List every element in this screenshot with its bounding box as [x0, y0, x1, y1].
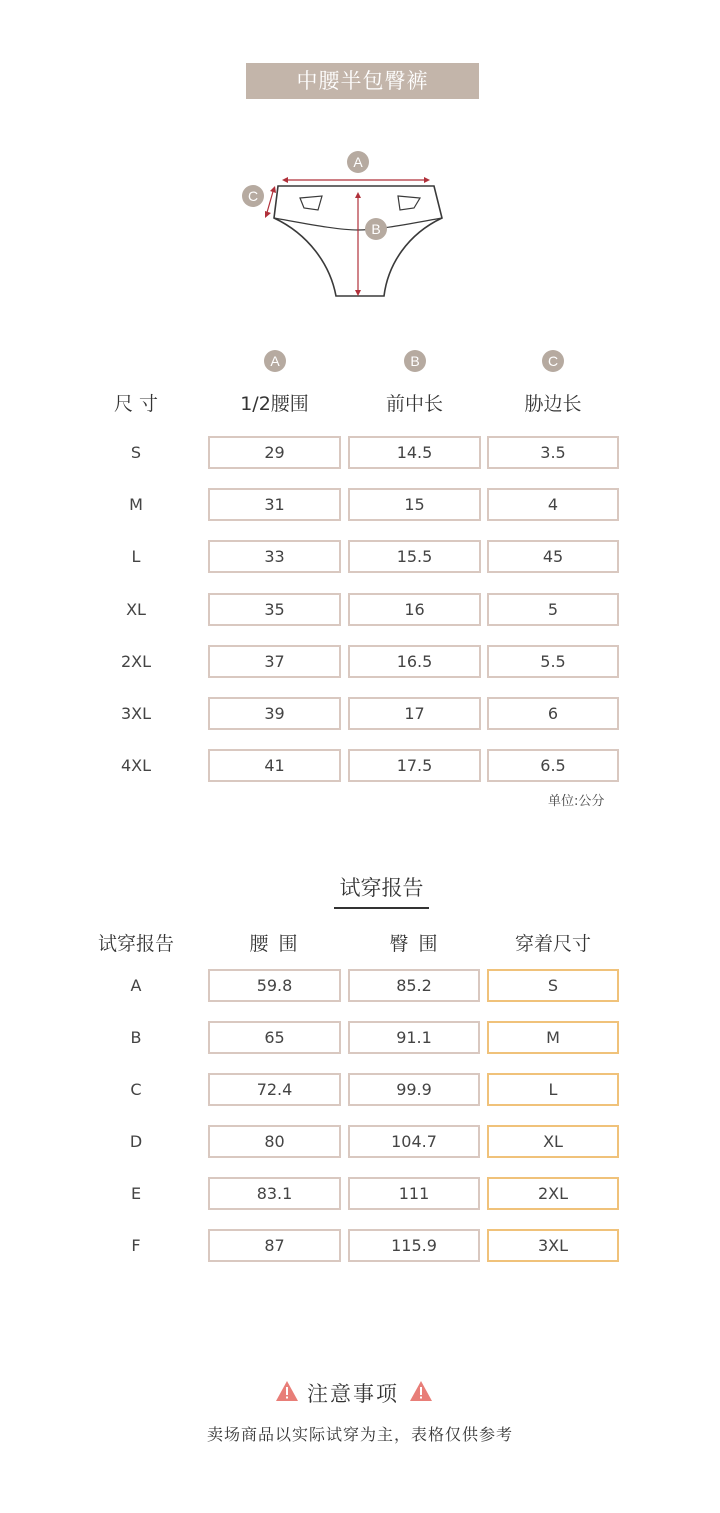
waist-value: 59.8	[208, 969, 341, 1002]
hip-value: 85.2	[348, 969, 480, 1002]
front-length-value: 16	[348, 593, 481, 626]
person-label: A	[130, 976, 142, 995]
waist-value: 72.4	[208, 1073, 341, 1106]
front-length-value: 15	[348, 488, 481, 521]
header-waist: 腰 围	[249, 933, 300, 955]
front-length-value: 15.5	[348, 540, 481, 573]
header-report: 试穿报告	[97, 933, 174, 955]
hip-value: 115.9	[348, 1229, 480, 1262]
half-waist-value: 41	[208, 749, 341, 782]
worn-size-value: 3XL	[487, 1229, 619, 1262]
warning-icon	[275, 1380, 299, 1402]
worn-size-value: 2XL	[487, 1177, 619, 1210]
marker-a-icon: A	[347, 151, 369, 173]
side-length-value: 6	[487, 697, 619, 730]
front-length-value: 17	[348, 697, 481, 730]
header-side-length: 胁边长	[524, 393, 582, 415]
waist-value: 65	[208, 1021, 341, 1054]
unit-label: 单位:公分	[548, 794, 605, 809]
waist-value: 83.1	[208, 1177, 341, 1210]
size-label: 4XL	[120, 756, 152, 775]
notice-title: 注意事项	[307, 1382, 399, 1406]
size-label: S	[130, 443, 142, 462]
worn-size-value: XL	[487, 1125, 619, 1158]
notice-text: 卖场商品以实际试穿为主，表格仅供参考	[206, 1425, 513, 1444]
person-label: D	[129, 1132, 143, 1151]
half-waist-value: 33	[208, 540, 341, 573]
size-label: 2XL	[120, 652, 152, 671]
column-marker-a-icon: A	[264, 350, 286, 372]
side-length-value: 3.5	[487, 436, 619, 469]
side-length-value: 5	[487, 593, 619, 626]
header-size: 尺 寸	[113, 393, 159, 415]
waist-value: 80	[208, 1125, 341, 1158]
fit-report-title: 试穿报告	[334, 872, 429, 909]
front-length-value: 16.5	[348, 645, 481, 678]
column-marker-c-icon: C	[542, 350, 564, 372]
half-waist-value: 35	[208, 593, 341, 626]
worn-size-value: S	[487, 969, 619, 1002]
front-length-value: 14.5	[348, 436, 481, 469]
side-length-value: 4	[487, 488, 619, 521]
page-title: 中腰半包臀裤	[246, 63, 479, 99]
marker-c-icon: C	[242, 185, 264, 207]
hip-value: 111	[348, 1177, 480, 1210]
hip-value: 91.1	[348, 1021, 480, 1054]
hip-value: 99.9	[348, 1073, 480, 1106]
half-waist-value: 39	[208, 697, 341, 730]
header-worn-size: 穿着尺寸	[514, 933, 591, 955]
header-hip: 臀 围	[389, 933, 440, 955]
warning-icon	[409, 1380, 433, 1402]
person-label: F	[131, 1236, 141, 1255]
header-half-waist: 1/2腰围	[240, 393, 309, 415]
notice-heading	[275, 1378, 445, 1406]
person-label: B	[130, 1028, 142, 1047]
half-waist-value: 37	[208, 645, 341, 678]
half-waist-value: 29	[208, 436, 341, 469]
header-front-length: 前中长	[385, 393, 443, 415]
half-waist-value: 31	[208, 488, 341, 521]
person-label: E	[130, 1184, 142, 1203]
worn-size-value: M	[487, 1021, 619, 1054]
size-label: M	[129, 495, 143, 514]
marker-b-icon: B	[365, 218, 387, 240]
column-marker-b-icon: B	[404, 350, 426, 372]
person-label: C	[130, 1080, 142, 1099]
hip-value: 104.7	[348, 1125, 480, 1158]
worn-size-value: L	[487, 1073, 619, 1106]
front-length-value: 17.5	[348, 749, 481, 782]
size-label: 3XL	[120, 704, 152, 723]
side-length-value: 5.5	[487, 645, 619, 678]
side-length-value: 6.5	[487, 749, 619, 782]
waist-value: 87	[208, 1229, 341, 1262]
size-label: XL	[126, 600, 146, 619]
garment-diagram	[238, 146, 482, 306]
size-label: L	[131, 547, 141, 566]
side-length-value: 45	[487, 540, 619, 573]
